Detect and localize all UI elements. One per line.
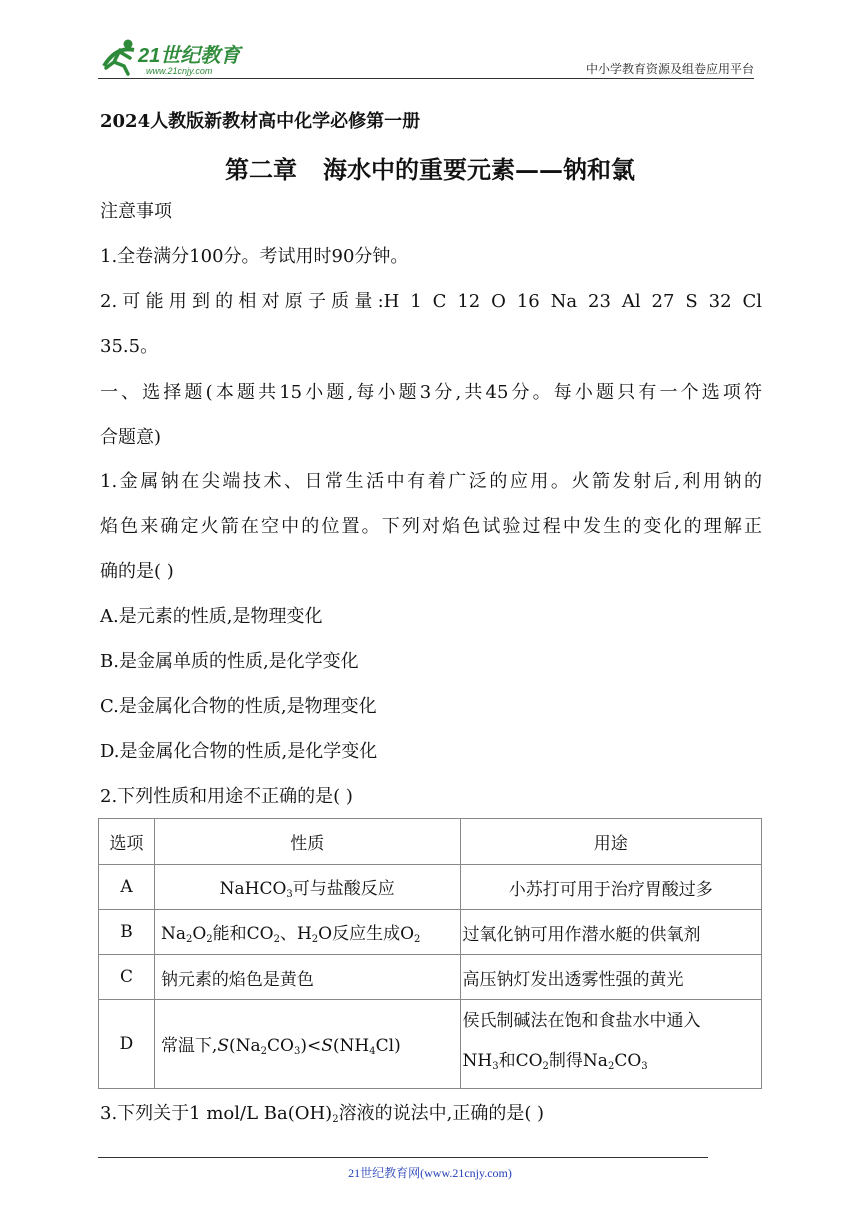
option-cell: A — [99, 865, 155, 910]
chapter-number: 第二章 — [225, 155, 297, 184]
table-row — [99, 1000, 762, 1089]
use-cell: 小苏打可用于治疗胃酸过多 — [460, 865, 761, 910]
q1-stem-line-1: 1.金属钠在尖端技术、日常生活中有着广泛的应用。火箭发射后,利用钠的 — [100, 471, 762, 492]
table-header-cell: 性质 — [154, 819, 460, 865]
footer-link[interactable]: 21世纪教育网(www.21cnjy.com) — [348, 1166, 512, 1180]
notice-item-2: 2.可能用到的相对原子质量:H 1 C 12 O 16 Na 23 Al 27 S 32 Cl — [100, 291, 762, 312]
q2-table — [98, 818, 762, 1089]
footer-divider — [98, 1157, 708, 1158]
table-header-row — [99, 819, 762, 865]
site-logo[interactable] — [94, 36, 264, 78]
table-header-cell: 用途 — [460, 819, 761, 865]
chapter-title — [0, 150, 860, 185]
option-cell: D — [99, 1000, 155, 1089]
q1-option-c: C.是金属化合物的性质,是物理变化 — [100, 696, 377, 717]
q3-stem: 3.下列关于1 mol/L $Ba(OH)_2$溶液的说法中,正确的是( ) — [100, 1103, 545, 1125]
logo-url: www.21cnjy.com — [146, 66, 213, 76]
logo-text: 21世纪教育 — [138, 45, 241, 67]
document-subtitle: 2024人教版新教材高中化学必修第一册 — [100, 111, 421, 132]
header-divider — [98, 78, 754, 79]
property-cell: 钠元素的焰色是黄色 — [154, 955, 460, 1000]
q1-option-b: B.是金属单质的性质,是化学变化 — [100, 651, 359, 672]
chapter-name: 海水中的重要元素——钠和氯 — [323, 155, 635, 184]
runner-icon — [104, 40, 134, 75]
use-cell: 过氧化钠可用作潜水艇的供氧剂 — [460, 910, 761, 955]
use-cell-line-2: $NH_3$和$CO_2$制得$Na_2CO_3$ — [462, 1051, 648, 1072]
property-cell: 常温下$,S(Na_2CO_3)<S(NH_4Cl)$ — [154, 1000, 460, 1089]
table-header-cell: 选项 — [99, 819, 155, 865]
table-row — [99, 910, 762, 955]
notice-heading: 注意事项 — [100, 201, 172, 222]
header-tagline: 中小学教育资源及组卷应用平台 — [585, 62, 754, 76]
notice-item-2-cont: 35.5。 — [100, 336, 159, 357]
use-cell — [460, 1000, 761, 1089]
section-heading-cont: 合题意) — [100, 427, 162, 448]
use-cell: 高压钠灯发出透雾性强的黄光 — [460, 955, 761, 1000]
property-cell: $Na_2O_2$能和$CO_2$、$H_2O$反应生成$O_2$ — [154, 910, 460, 955]
q1-stem-line-2: 焰色来确定火箭在空中的位置。下列对焰色试验过程中发生的变化的理解正 — [100, 516, 762, 537]
section-heading: 一、选择题(本题共15小题,每小题3分,共45分。每小题只有一个选项符 — [100, 382, 762, 403]
q1-stem-line-3: 确的是( ) — [100, 561, 174, 582]
option-cell: B — [99, 910, 155, 955]
property-cell: NaHCO$_3$可与盐酸反应 — [154, 865, 460, 910]
table-row — [99, 955, 762, 1000]
option-cell: C — [99, 955, 155, 1000]
q2-stem: 2.下列性质和用途不正确的是( ) — [100, 786, 353, 807]
table-row — [99, 865, 762, 910]
q1-option-a: A.是元素的性质,是物理变化 — [100, 606, 323, 627]
q1-option-d: D.是金属化合物的性质,是化学变化 — [100, 741, 378, 762]
notice-item-1: 1.全卷满分100分。考试用时90分钟。 — [100, 246, 409, 267]
use-cell-line-1: 侯氏制碱法在饱和食盐水中通入 — [462, 1011, 701, 1031]
